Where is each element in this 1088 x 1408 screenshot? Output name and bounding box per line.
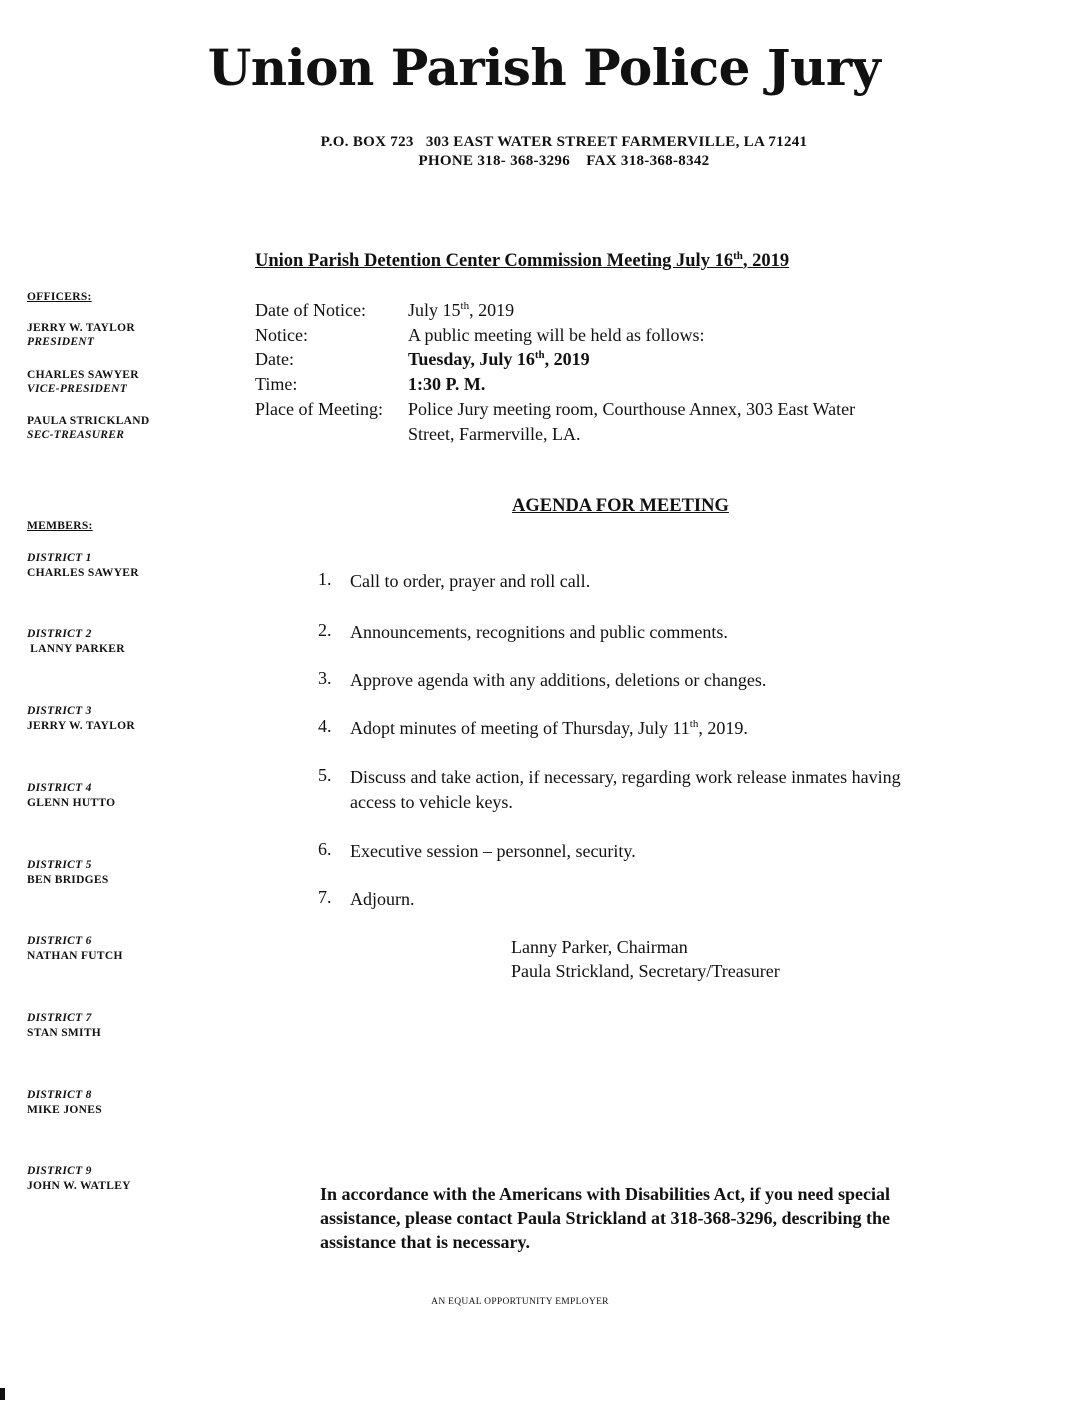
secretary-signature: Paula Strickland, Secretary/Treasurer	[511, 961, 780, 981]
member-name: MIKE JONES	[27, 1104, 102, 1116]
date-of-notice-label: Date of Notice:	[255, 300, 366, 320]
date-of-notice-year: , 2019	[469, 300, 515, 320]
agenda-item-number: 2.	[318, 620, 332, 640]
member-district: DISTRICT 8	[27, 1089, 92, 1101]
time-label: Time:	[255, 374, 298, 394]
officer-role: PRESIDENT	[27, 336, 95, 348]
member-district: DISTRICT 7	[27, 1012, 92, 1024]
date-of-notice-sup: th	[460, 300, 470, 312]
agenda-item-number: 6.	[318, 839, 332, 859]
member-name: STAN SMITH	[27, 1027, 102, 1039]
notice-label: Notice:	[255, 325, 308, 345]
meeting-date	[408, 349, 590, 370]
agenda-item-text	[350, 716, 970, 741]
meeting-date-year: , 2019	[544, 349, 590, 369]
place-value-line2: Street, Farmerville, LA.	[408, 424, 581, 444]
member-name: NATHAN FUTCH	[27, 950, 123, 962]
agenda-item-text: Executive session – personnel, security.	[350, 841, 636, 861]
officer-name: CHARLES SAWYER	[27, 369, 139, 381]
meeting-date-sup: th	[534, 349, 545, 361]
officer-name: PAULA STRICKLAND	[27, 415, 150, 427]
member-district: DISTRICT 5	[27, 859, 92, 871]
officer-name: JERRY W. TAYLOR	[27, 322, 135, 334]
member-district: DISTRICT 4	[27, 782, 92, 794]
agenda-item-number: 5.	[318, 765, 332, 785]
agenda-item-text-main: Adopt minutes of meeting of Thursday, July 11	[350, 718, 690, 738]
notice-value: A public meeting will be held as follows:	[408, 325, 705, 345]
meeting-title-year: , 2019	[742, 251, 790, 271]
agenda-item-number: 3.	[318, 668, 332, 688]
member-district: DISTRICT 6	[27, 935, 92, 947]
members-heading: MEMBERS:	[27, 520, 93, 532]
officer-role: VICE-PRESIDENT	[27, 383, 128, 395]
date-of-notice-text: July 15	[408, 300, 461, 320]
member-district: DISTRICT 1	[27, 552, 92, 564]
member-district: DISTRICT 9	[27, 1165, 92, 1177]
officer-role: SEC-TREASURER	[27, 429, 125, 441]
agenda-item-text: Discuss and take action, if necessary, regarding work release inmates having access to vehicle keys.	[350, 767, 901, 812]
agenda-item-text: Adjourn.	[350, 889, 415, 909]
agenda-item-sup: th	[689, 718, 699, 730]
agenda-heading: AGENDA FOR MEETING	[512, 496, 729, 516]
member-name: BEN BRIDGES	[27, 874, 109, 886]
date-label: Date:	[255, 349, 294, 369]
scan-edge-mark	[0, 1388, 5, 1400]
officers-heading: OFFICERS:	[27, 291, 92, 303]
agenda-item-text-year: , 2019.	[698, 718, 748, 738]
member-district: DISTRICT 3	[27, 705, 92, 717]
footer-employer-note: AN EQUAL OPPORTUNITY EMPLOYER	[431, 1297, 609, 1307]
chairman-signature: Lanny Parker, Chairman	[511, 937, 688, 957]
phone-fax-line: PHONE 318- 368-3296 FAX 318-368-8342	[418, 153, 710, 169]
agenda-item-number: 1.	[318, 569, 332, 589]
agenda-item-text: Call to order, prayer and roll call.	[350, 571, 591, 591]
meeting-title-sup: th	[733, 249, 743, 262]
meeting-date-text: Tuesday, July 16	[408, 349, 535, 369]
member-name: CHARLES SAWYER	[27, 567, 139, 579]
meeting-title-text: Union Parish Detention Center Commission Meeting July 16	[255, 251, 734, 271]
place-label: Place of Meeting:	[255, 399, 383, 419]
agenda-item-number: 4.	[318, 716, 332, 736]
page-title: Union Parish Police Jury	[207, 38, 881, 97]
member-name: GLENN HUTTO	[27, 797, 116, 809]
address-line: P.O. BOX 723 303 EAST WATER STREET FARMERVILLE, LA 71241	[320, 134, 808, 150]
meeting-time: 1:30 P. M.	[408, 374, 486, 394]
agenda-item-text: Approve agenda with any additions, deletions or changes.	[350, 670, 767, 690]
member-district: DISTRICT 2	[27, 628, 92, 640]
date-of-notice-value	[408, 300, 514, 321]
member-name: JERRY W. TAYLOR	[27, 720, 135, 732]
meeting-title	[255, 251, 789, 272]
member-name: JOHN W. WATLEY	[27, 1180, 131, 1192]
place-value-line1: Police Jury meeting room, Courthouse Annex, 303 East Water	[408, 399, 856, 419]
agenda-item-text: Announcements, recognitions and public comments.	[350, 622, 728, 642]
agenda-item-number: 7.	[318, 887, 332, 907]
ada-notice: In accordance with the Americans with Disabilities Act, if you need special assistance, please contact Paula Strickland at 318-368-3296, describing the assistance that is necessary.	[320, 1184, 890, 1252]
member-name: LANNY PARKER	[27, 643, 125, 655]
